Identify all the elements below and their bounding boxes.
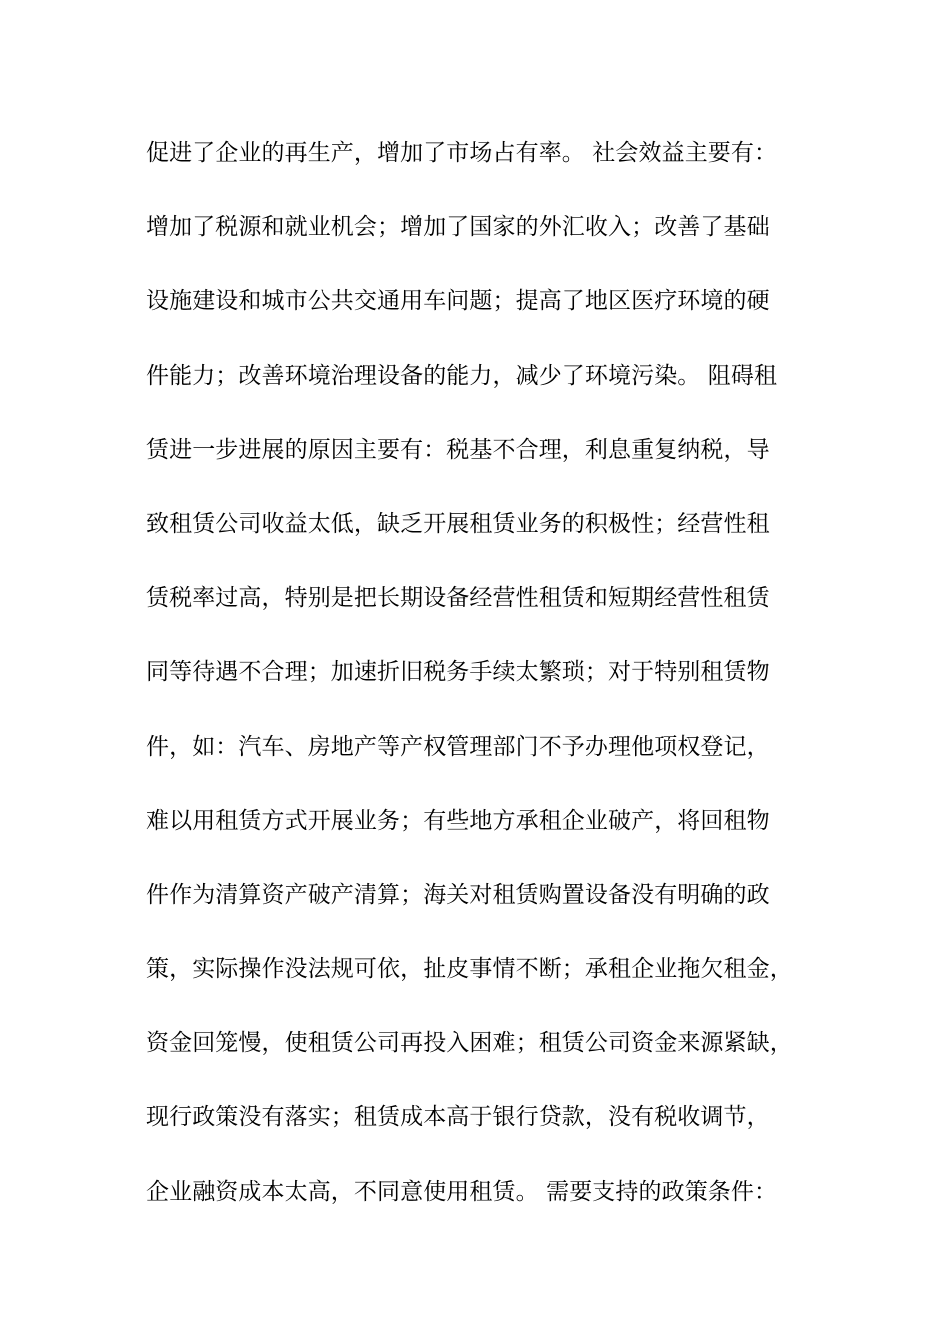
text-line: 同等待遇不合理；加速折旧税务手续太繁琐；对于特别租赁物 xyxy=(146,659,770,686)
text-line: 赁税率过高，特别是把长期设备经营性租赁和短期经营性租赁 xyxy=(146,585,770,612)
text-line: 资金回笼慢，使租赁公司再投入困难；租赁公司资金来源紧缺， xyxy=(146,1030,793,1057)
text-line: 难以用租赁方式开展业务；有些地方承租企业破产，将回租物 xyxy=(146,807,770,834)
text-line: 促进了企业的再生产，增加了市场占有率。 社会效益主要有： xyxy=(146,140,778,166)
text-line: 设施建设和城市公共交通用车问题；提高了地区医疗环境的硬 xyxy=(146,288,770,315)
text-line: 致租赁公司收益太低，缺乏开展租赁业务的积极性；经营性租 xyxy=(146,510,770,537)
text-line: 件作为清算资产破产清算；海关对租赁购置设备没有明确的政 xyxy=(146,881,770,908)
text-line: 赁进一步进展的原因主要有：税基不合理，利息重复纳税，导 xyxy=(146,436,770,463)
text-line: 增加了税源和就业机会；增加了国家的外汇收入；改善了基础 xyxy=(146,214,770,241)
text-line: 企业融资成本太高，不同意使用租赁。 需要支持的政策条件： xyxy=(146,1178,778,1205)
text-line: 件，如：汽车、房地产等产权管理部门不予办理他项权登记， xyxy=(146,733,770,760)
text-line: 件能力；改善环境治理设备的能力，减少了环境污染。 阻碍租 xyxy=(146,362,778,389)
text-line: 现行政策没有落实；租赁成本高于银行贷款，没有税收调节， xyxy=(146,1104,770,1131)
text-line: 策，实际操作没法规可依，扯皮事情不断；承租企业拖欠租金， xyxy=(146,956,793,983)
body-text xyxy=(146,133,836,1246)
